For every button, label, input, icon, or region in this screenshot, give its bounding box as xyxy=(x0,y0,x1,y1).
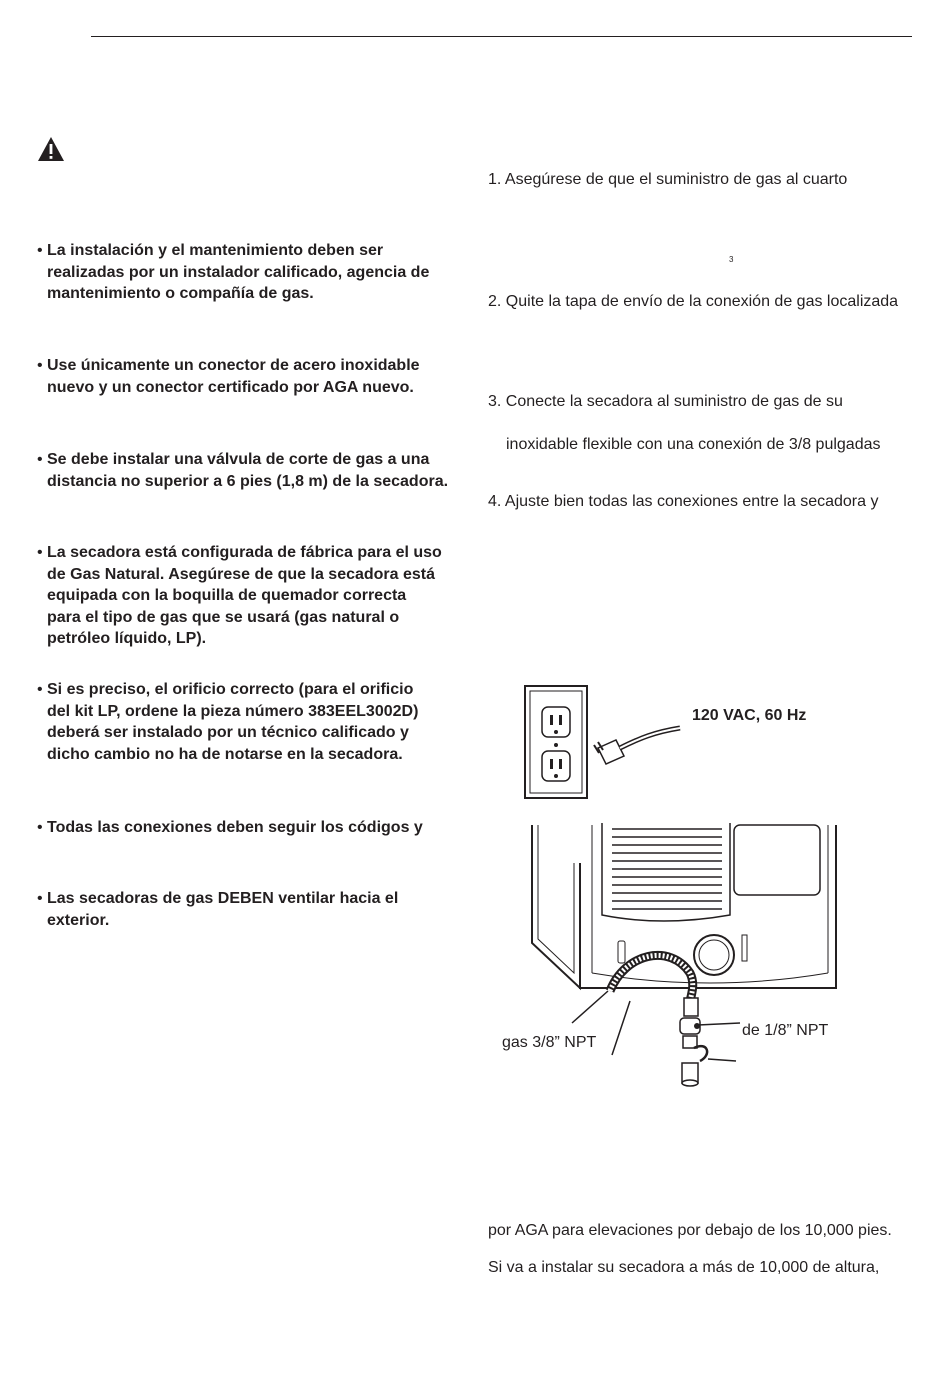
bullet-mark: • xyxy=(37,357,43,374)
plug-thread-label: de 1/8” NPT xyxy=(742,1022,829,1039)
bullet-text: La secadora está configurada de fábrica para el uso de Gas Natural. Asegúrese de que la secadora está equipada con la boquilla de quemador correcta para el tipo de gas que se usará (gas natural o petróleo líquido, LP). xyxy=(47,544,442,648)
superscript-3: 3 xyxy=(729,255,734,264)
bullet-mark: • xyxy=(37,819,43,836)
bullet-mark: • xyxy=(37,451,43,468)
step-2-text: 2. Quite la tapa de envío de la conexión de gas localizada xyxy=(488,293,899,310)
bullet-text: Las secadoras de gas DEBEN ventilar hacia el exterior. xyxy=(47,890,399,929)
bullet-mark: • xyxy=(37,890,43,907)
altitude-note-line-2: Si va a instalar su secadora a más de 10,000 de altura, xyxy=(488,1259,880,1276)
outlet-voltage-label: 120 VAC, 60 Hz xyxy=(692,707,807,724)
bullet-text: Si es preciso, el orificio correcto (para el orificio del kit LP, ordene la pieza número 383EEL3002D) deberá ser instalado por un técnico calificado y dicho cambio no ha de notarse en la secadora. xyxy=(47,681,419,763)
power-plug-icon xyxy=(594,728,680,764)
bullet-item-vent xyxy=(37,888,467,931)
altitude-note-line-1: por AGA para elevaciones por debajo de los 10,000 pies. xyxy=(488,1222,892,1239)
bullet-item-installer xyxy=(37,240,467,305)
bullet-item-shutoff-valve xyxy=(37,449,467,492)
wall-outlet-icon xyxy=(520,682,692,802)
bullet-item-connector xyxy=(37,355,467,398)
warning-triangle-icon xyxy=(37,136,65,162)
bullet-mark: • xyxy=(37,681,43,698)
bullet-text: Se debe instalar una válvula de corte de gas a una distancia no superior a 6 pies (1,8 m) de la secadora. xyxy=(47,451,449,490)
gas-connection-label: gas 3/8” NPT xyxy=(502,1034,597,1051)
bullet-item-codes xyxy=(37,817,467,839)
bullet-text: La instalación y el mantenimiento deben ser realizadas por un instalador calificado, agencia de mantenimiento o compañía de gas. xyxy=(47,242,430,303)
header-rule xyxy=(91,36,912,37)
step-3-continuation: inoxidable flexible con una conexión de 3/8 pulgadas xyxy=(506,436,881,453)
step-4-text: 4. Ajuste bien todas las conexiones entre la secadora y xyxy=(488,493,879,510)
step-1-text: 1. Asegúrese de que el suministro de gas al cuarto xyxy=(488,171,848,188)
bullet-mark: • xyxy=(37,242,43,259)
bullet-item-natural-gas xyxy=(37,542,467,650)
bullet-text: Todas las conexiones deben seguir los códigos y xyxy=(47,819,423,836)
bullet-text: Use únicamente un conector de acero inoxidable nuevo y un conector certificado por AGA nuevo. xyxy=(47,357,420,396)
bullet-item-orifice xyxy=(37,679,467,765)
step-3-text: 3. Conecte la secadora al suministro de gas de su xyxy=(488,393,843,410)
bullet-mark: • xyxy=(37,544,43,561)
gas-valve-icon xyxy=(680,998,707,1086)
